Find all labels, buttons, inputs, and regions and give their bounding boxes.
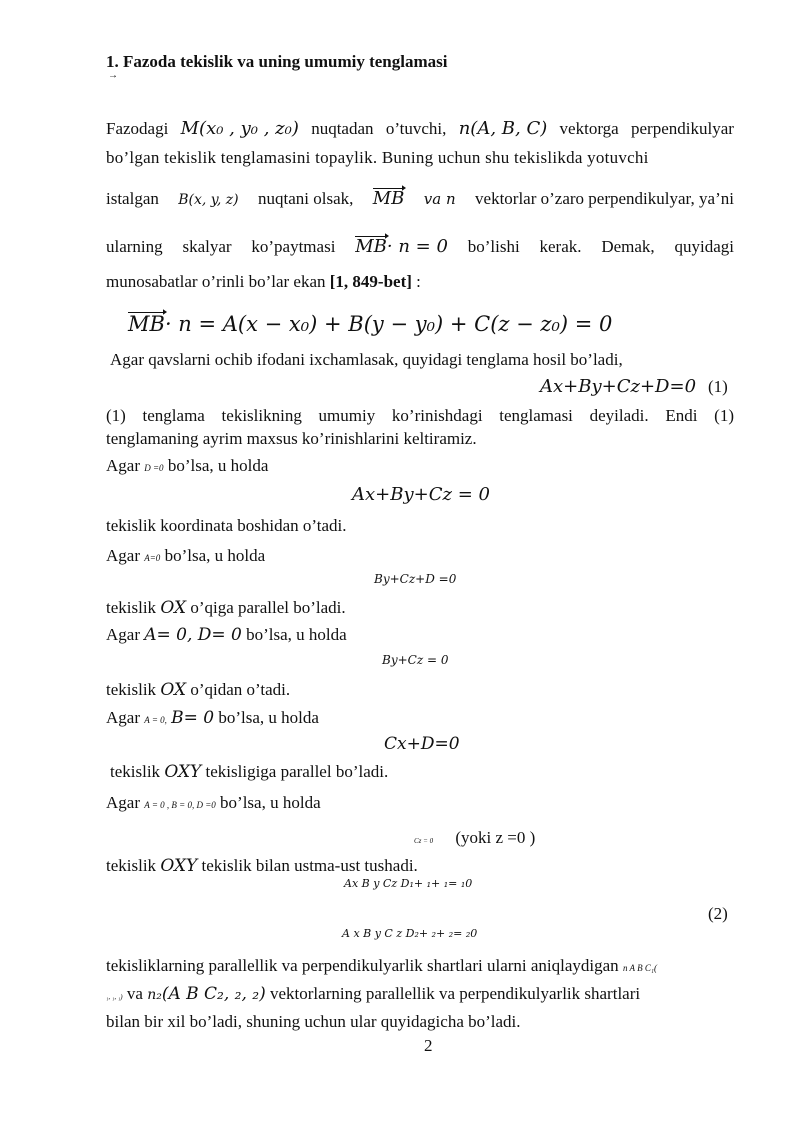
word: tekislik	[106, 856, 157, 875]
condition-text: bo’lsa, u holda	[164, 546, 266, 565]
paragraph-conditions-line-1	[106, 956, 657, 976]
system-equation-2	[342, 927, 477, 940]
text-otuvchi: o’tuvchi,	[385, 119, 447, 138]
word: o’qidan o’tadi.	[190, 680, 291, 699]
condition-formula: B= 0	[171, 708, 215, 728]
equation-number-1: (1)	[708, 377, 728, 396]
condition-formula-small: A = 0,	[144, 715, 167, 725]
equation: Ax B y Cz D₁+ ₁+ ₁= ₁0	[344, 877, 473, 890]
case-5-result	[106, 856, 418, 876]
condition-text: bo’lsa, u holda	[218, 708, 319, 727]
case-4-equation	[384, 734, 460, 754]
word: tenglama	[142, 406, 205, 425]
paragraph-text: vektorlarning parallellik va perpendikulyarlik shartlari	[270, 984, 641, 1003]
case-2-equation	[374, 572, 456, 587]
word: Endi	[665, 406, 698, 425]
condition-text: bo’lsa, u holda	[167, 456, 269, 475]
text-vektorga: vektorga	[559, 119, 619, 138]
paragraph-line-general	[106, 406, 734, 426]
case-5-equation	[414, 828, 535, 848]
case-1-condition	[106, 456, 268, 476]
case-5-condition	[106, 793, 321, 813]
vector-n1: n A B C₁(	[622, 963, 657, 973]
title-arrow-mark: →	[108, 70, 118, 81]
axis-name: OX	[160, 680, 187, 700]
formula-scalar-product	[355, 236, 448, 257]
condition-text: bo’lsa, u holda	[220, 793, 321, 812]
paragraph-line-5	[106, 272, 421, 292]
text-demak: Demak,	[601, 237, 655, 256]
text-istalgan: istalgan	[106, 189, 159, 208]
condition-text: bo’lsa, u holda	[246, 625, 347, 644]
equation-1	[540, 376, 696, 397]
word: (1)	[106, 406, 126, 425]
section-title: 1. Fazoda tekislik va uning umumiy tenglamasi	[106, 52, 448, 71]
formula-scalar-rest: · n = 0	[386, 236, 448, 257]
text-bolishi: bo’lishi	[467, 237, 520, 256]
text-vektorlar-ozaro: vektorlar o’zaro perpendikulyar, ya’ni	[475, 189, 734, 208]
axis-name: OX	[160, 598, 187, 618]
paragraph-line-4	[106, 236, 734, 257]
text-fazodagi: Fazodagi	[106, 119, 169, 138]
case-1-result: tekislik koordinata boshidan o’tadi.	[106, 516, 347, 535]
citation-reference: [1, 849-bet]	[329, 272, 412, 291]
condition-formula: D =0	[144, 463, 164, 473]
equation-alt: (yoki z =0 )	[455, 828, 536, 847]
word-agar: Agar	[106, 625, 140, 644]
text-kerak: kerak.	[539, 237, 582, 256]
paragraph-line-2	[106, 148, 734, 168]
case-2-condition	[106, 546, 265, 566]
condition-formula-small: A = 0 , B = 0, D =0	[144, 800, 216, 810]
paragraph-line-special: tenglamaning ayrim maxsus ko’rinishlarini keltiramiz.	[106, 429, 477, 448]
condition-formula: A=0	[144, 553, 161, 563]
word: tekislik	[106, 598, 157, 617]
formula-expansion: · n = A(x − x₀) + B(y − y₀) + C(z − z₀) = 0	[164, 312, 613, 336]
word-agar: Agar	[106, 793, 140, 812]
case-3-result	[106, 680, 290, 700]
word: o’qiga parallel bo’ladi.	[190, 598, 346, 617]
equation: Cx+D=0	[384, 734, 460, 754]
case-3-equation	[382, 653, 448, 668]
paragraph-line-3	[106, 188, 734, 209]
word: tekislik	[106, 680, 157, 699]
plane-name: OXY	[164, 762, 202, 782]
equation: By+Cz = 0	[382, 653, 449, 667]
paragraph-expand: Agar qavslarni ochib ifodani ixchamlasak, quyidagi tenglama hosil bo’ladi,	[110, 350, 623, 369]
equation-number-2: (2)	[708, 904, 728, 923]
word-va: va	[126, 984, 143, 1003]
formula-normal-vector: n(A, B, C)	[458, 118, 548, 139]
page-number: 2	[424, 1036, 433, 1055]
text-ularning: ularning	[106, 237, 163, 256]
word: tenglamasi	[499, 406, 573, 425]
word-agar: Agar	[106, 708, 140, 727]
equation: By+Cz+D =0	[374, 572, 457, 586]
case-4-condition	[106, 708, 319, 728]
vector-n2-components: (A B C₂, ₂, ₂)	[161, 984, 266, 1004]
case-4-result	[110, 762, 388, 782]
formula-vector-mb: MB	[372, 188, 405, 209]
word-agar: Agar	[106, 456, 140, 475]
case-2-result	[106, 598, 346, 618]
paragraph-line-1	[106, 118, 734, 139]
word: (1)	[714, 406, 734, 425]
word: umumiy	[318, 406, 376, 425]
paragraph-conditions-line-2	[106, 984, 640, 1004]
plane-name: OXY	[160, 856, 198, 876]
case-3-condition	[106, 625, 347, 645]
text-colon: :	[416, 272, 421, 291]
word: tekislik	[110, 762, 161, 781]
text-skalyar: skalyar	[182, 237, 232, 256]
text-quyidagi: quyidagi	[674, 237, 734, 256]
vector-n1-components: ₁, ₁, ₁)	[106, 993, 123, 1001]
formula-point-m: M(x₀ , y₀ , z₀)	[180, 118, 299, 139]
equation-general: Ax+By+Cz+D=0	[540, 376, 697, 397]
text-kopaytmasi: ko’paytmasi	[251, 237, 336, 256]
equation-small: Cz = 0	[414, 837, 434, 845]
system-equation-1	[344, 877, 472, 890]
equation: Ax+By+Cz = 0	[352, 484, 490, 505]
formula-vector-mb: MB	[355, 236, 387, 257]
text-va-n: va n	[423, 190, 456, 208]
formula-point-b: B(x, y, z)	[178, 192, 239, 208]
text-nuqtani-olsak: nuqtani olsak,	[257, 189, 354, 208]
paragraph-text: bo’lgan tekislik tenglamasini topaylik. Buning uchun shu tekislikda yotuvchi	[106, 148, 649, 167]
text-nuqtadan: nuqtadan	[311, 119, 374, 138]
word: ko’rinishdagi	[391, 406, 483, 425]
word-agar: Agar	[106, 546, 140, 565]
word: tekislikning	[221, 406, 302, 425]
condition-formula: A= 0, D= 0	[144, 625, 242, 645]
case-1-equation	[352, 484, 490, 505]
paragraph-conditions-line-3: bilan bir xil bo’ladi, shuning uchun ular quyidagicha bo’ladi.	[106, 1012, 521, 1031]
paragraph-text: munosabatlar o’rinli bo’lar ekan	[106, 272, 326, 291]
word: deyiladi.	[589, 406, 649, 425]
main-equation	[128, 312, 612, 337]
formula-vector-mb: MB	[128, 312, 165, 336]
word: tekislik bilan ustma-ust tushadi.	[201, 856, 418, 875]
word: tekisligiga parallel bo’ladi.	[205, 762, 389, 781]
text-perpendikulyar: perpendikulyar	[631, 119, 734, 138]
vector-n2: n₂	[147, 987, 162, 1003]
paragraph-text: tekisliklarning parallellik va perpendikulyarlik shartlari ularni aniqlaydigan	[106, 956, 619, 975]
equation: A x B y C z D₂+ ₂+ ₂= ₂0	[342, 927, 478, 940]
